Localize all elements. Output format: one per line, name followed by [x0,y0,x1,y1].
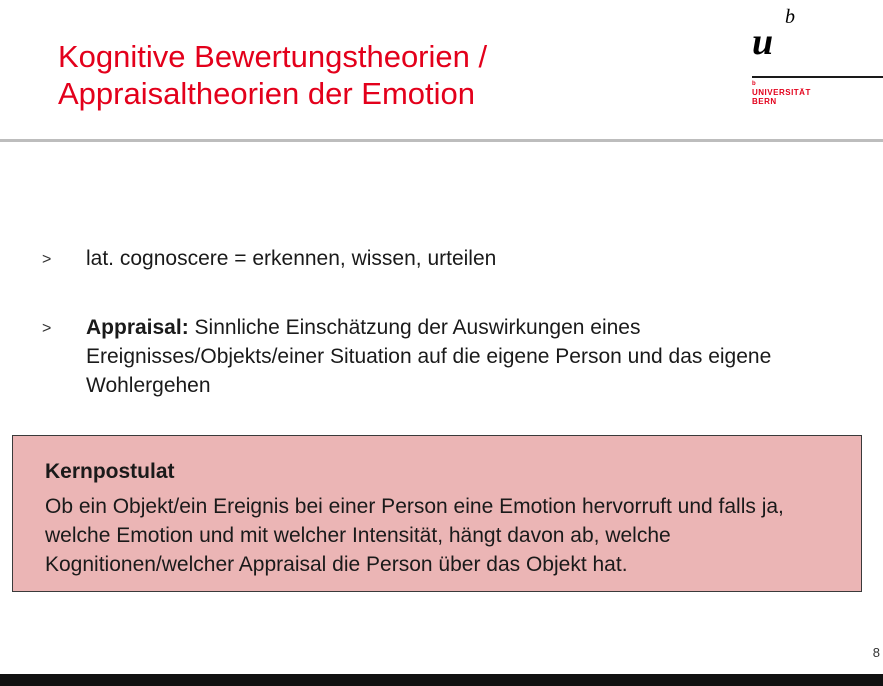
logo-rule [752,76,883,78]
bullet-text [86,313,846,400]
logo-text-line-1: UNIVERSITÄT [752,88,811,97]
logo-text [752,88,811,106]
logo-small-b: b [752,81,756,87]
footer-bar [0,674,883,686]
box-body: Ob ein Objekt/ein Ereignis bei einer Person eine Emotion hervorruft und falls ja, welche Emotion und mit welcher Intensität, hängt davon ab, welche Kognitionen/welcher Appraisal die Person über das Objekt hat. [45,495,784,576]
slide-title-line-2: Appraisaltheorien der Emotion [58,76,476,111]
core-postulate-box [12,435,862,592]
bullet-marker: > [42,251,52,268]
bullet-term: Appraisal: [86,316,189,339]
bullet-marker: > [42,320,52,337]
slide-title-line-1: Kognitive Bewertungstheorien / [58,39,488,74]
bullet-text-body: Sinnliche Einschätzung der Auswirkungen eines Ereignisses/Objekts/einer Situation auf die eigene Person und das eigene Wohlergehen [86,316,772,397]
bullet-text-body: lat. cognoscere = erkennen, wissen, urteilen [86,247,497,270]
logo-mark-superscript: b [785,6,795,28]
university-logo [752,4,883,114]
header-divider [0,139,883,142]
logo-text-line-2: BERN [752,97,777,106]
bullet-text [86,244,846,273]
box-heading: Kernpostulat [45,460,175,483]
slide-title [58,38,487,112]
logo-mark: u [752,21,773,63]
page-number: 8 [872,645,880,660]
